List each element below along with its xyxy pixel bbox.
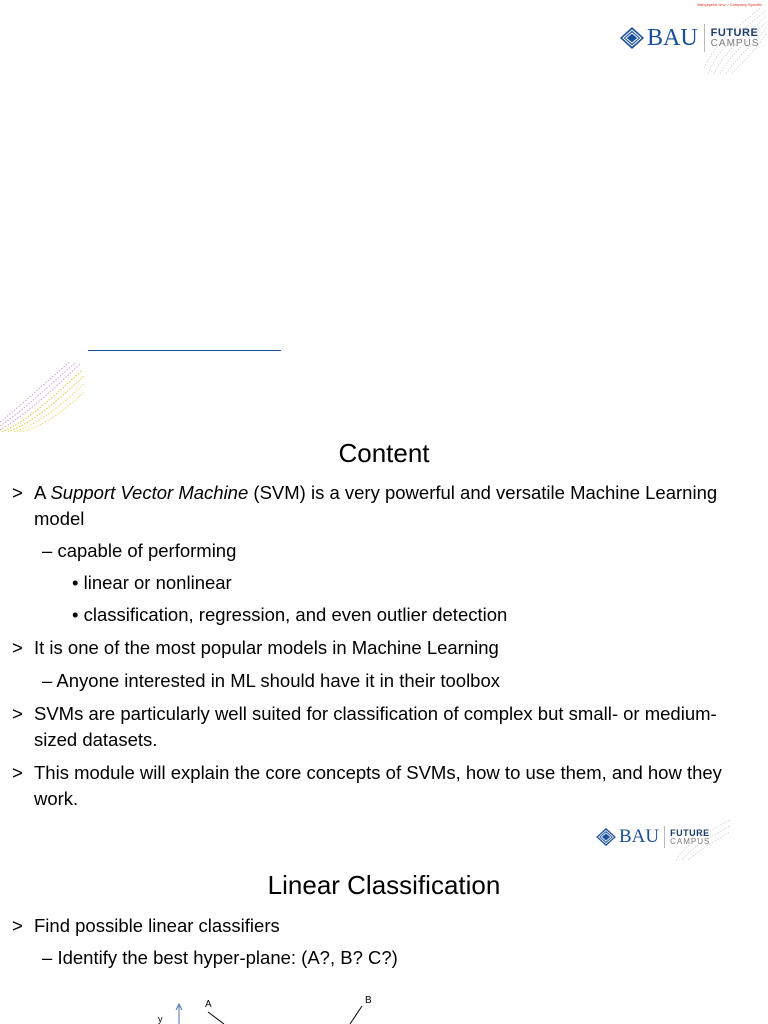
list-item xyxy=(12,760,734,812)
bau-future-campus-logo xyxy=(620,24,759,52)
bau-diamond-icon xyxy=(596,828,616,846)
bullet-text: Anyone interested in ML should have it in their toolbox xyxy=(56,670,501,691)
future-campus-wordmark xyxy=(670,829,710,846)
hyperplane-b xyxy=(350,1006,362,1024)
bau-wordmark: BAU xyxy=(619,826,660,847)
hyperplane-label-a: A xyxy=(205,999,212,1010)
bullet-marker: > xyxy=(12,482,23,503)
y-axis-label: y xyxy=(158,1014,163,1024)
list-item xyxy=(72,570,732,596)
bullet-marker: > xyxy=(12,703,23,724)
list-item xyxy=(12,635,734,661)
content-slide xyxy=(0,432,768,862)
future-text: FUTURE xyxy=(710,26,759,39)
bullet-marker: > xyxy=(12,762,23,783)
future-text: FUTURE xyxy=(670,827,710,838)
bullet-text: Find possible linear classifiers xyxy=(34,915,280,936)
bullet-text: capable of performing xyxy=(57,540,237,561)
bullet-marker: > xyxy=(12,915,23,936)
list-item xyxy=(12,913,734,939)
bullet-text: linear or nonlinear xyxy=(83,572,232,593)
list-item xyxy=(12,701,734,753)
bullet-text: A xyxy=(34,482,51,503)
bau-wordmark: BAU xyxy=(647,24,698,51)
bullet-text: This module will explain the core concepts of SVMs, how to use them, and how they work. xyxy=(34,762,722,809)
bullet-marker: > xyxy=(12,637,23,658)
bullet-text: SVMs are particularly well suited for classification of complex but small- or medium-sized datasets. xyxy=(34,703,717,750)
bullet-marker: – xyxy=(42,670,53,691)
classifier-figure xyxy=(150,990,390,1024)
list-item xyxy=(42,538,732,564)
bullet-text: Identify the best hyper-plane: (A?, B? C?) xyxy=(57,947,398,968)
bau-future-campus-logo xyxy=(596,826,710,848)
list-item xyxy=(72,602,732,628)
bullet-marker: • xyxy=(72,604,79,625)
bullet-text: classification, regression, and even outlier detection xyxy=(83,604,508,625)
hyperplane-a xyxy=(208,1012,224,1024)
bullet-text: It is one of the most popular models in Machine Learning xyxy=(34,637,499,658)
bau-diamond-icon xyxy=(620,27,644,49)
classification-note: Bahçeşehir Ünv. / Company Specific xyxy=(697,2,762,7)
slide-title: Linear Classification xyxy=(267,870,501,900)
slide-title: Content xyxy=(338,438,430,468)
decorative-wave-icon xyxy=(0,362,84,432)
logo-divider xyxy=(704,24,705,52)
logo-divider xyxy=(664,826,665,848)
bullet-marker: – xyxy=(42,540,53,561)
title-slide xyxy=(0,0,768,432)
list-item xyxy=(42,668,732,694)
list-item xyxy=(42,945,732,971)
bullet-marker: – xyxy=(42,947,53,968)
campus-text: CAMPUS xyxy=(670,836,711,846)
list-item xyxy=(12,480,734,532)
hyperplane-label-b: B xyxy=(365,995,372,1006)
linear-classification-slide xyxy=(0,862,768,1024)
bullet-emphasis: Support Vector Machine xyxy=(50,482,249,503)
bullet-marker: • xyxy=(72,572,79,593)
title-underline xyxy=(88,350,281,351)
future-campus-wordmark xyxy=(711,28,760,49)
campus-text: CAMPUS xyxy=(710,37,760,49)
bullet-text: (SVM) is a very powerful and versatile Machine Learning model xyxy=(34,482,718,529)
